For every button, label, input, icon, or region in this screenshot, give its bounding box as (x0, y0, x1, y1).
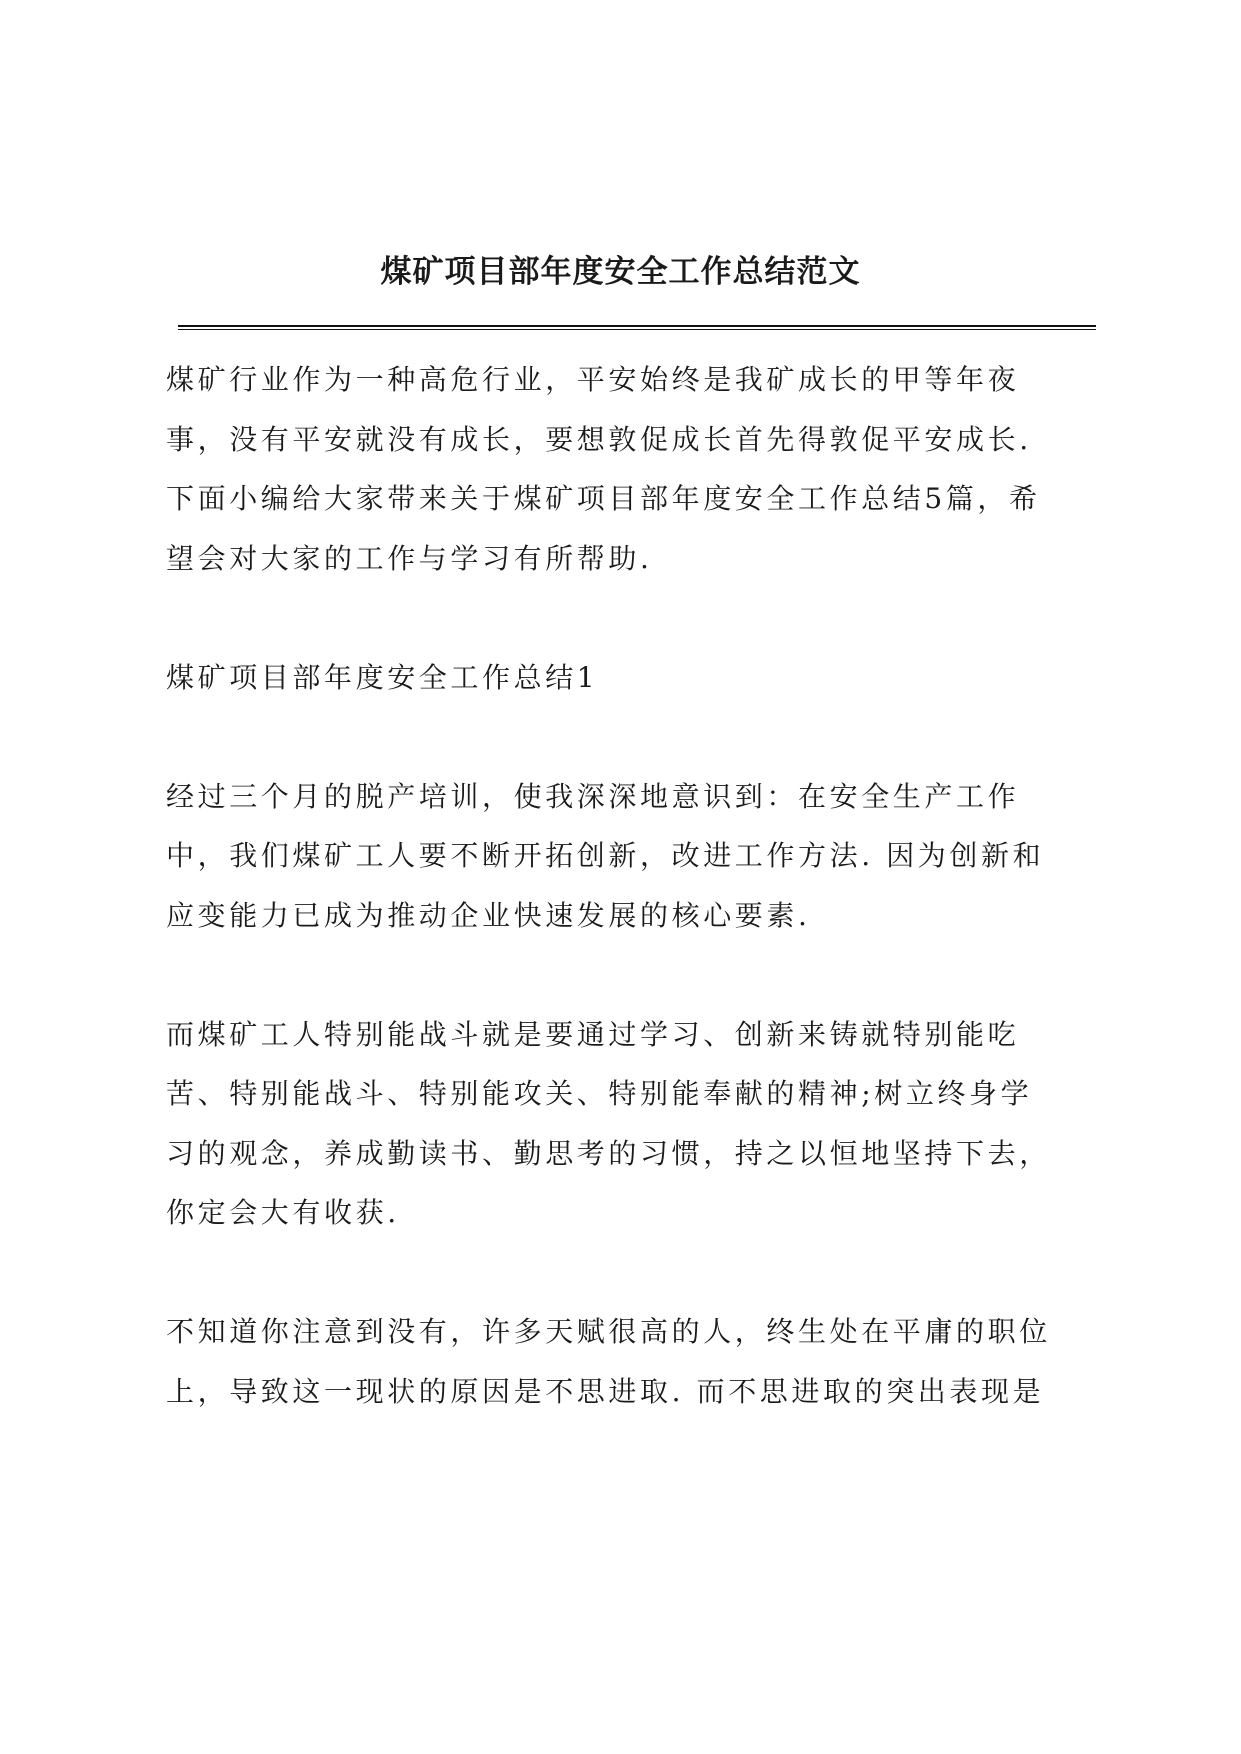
paragraph-progress (166, 1302, 1098, 1421)
document-body (166, 350, 1098, 1481)
text-line: 苦、特别能战斗、特别能攻关、特别能奉献的精神;树立终身学 (166, 1077, 1033, 1110)
text-line: 望会对大家的工作与学习有所帮助. (166, 541, 653, 575)
text-line: 而煤矿工人特别能战斗就是要通过学习、创新来铸就特别能吃 (166, 1017, 1020, 1051)
title-divider (178, 325, 1096, 330)
text-line: 中，我们煤矿工人要不断开拓创新，改进工作方法. 因为创新和 (166, 839, 1045, 872)
paragraph-intro (166, 350, 1098, 588)
text-line: 上，导致这一现状的原因是不思进取. 而不思进取的突出表现是 (166, 1374, 1045, 1408)
section-heading-text: 煤矿项目部年度安全工作总结1 (166, 660, 599, 694)
text-line: 煤矿行业作为一种高危行业，平安始终是我矿成长的甲等年夜 (166, 363, 1020, 396)
document-title: 煤矿项目部年度安全工作总结范文 (380, 254, 861, 290)
section-heading (166, 648, 1098, 708)
text-line: 不知道你注意到没有，许多天赋很高的人，终生处在平庸的职位 (166, 1315, 1051, 1348)
text-line: 事，没有平安就没有成长，要想敦促成长首先得敦促平安成长. (166, 422, 1032, 456)
text-line: 你定会大有收获. (166, 1196, 400, 1229)
text-line: 经过三个月的脱产培训，使我深深地意识到：在安全生产工作 (166, 779, 1020, 813)
paragraph-training (166, 767, 1098, 946)
paragraph-spirit (166, 1005, 1098, 1243)
text-line: 习的观念，养成勤读书、勤思考的习惯，持之以恒地坚持下去， (166, 1136, 1051, 1170)
text-line: 下面小编给大家带来关于煤矿项目部年度安全工作总结5篇，希 (166, 482, 1041, 515)
text-line: 应变能力已成为推动企业快速发展的核心要素. (166, 898, 811, 932)
